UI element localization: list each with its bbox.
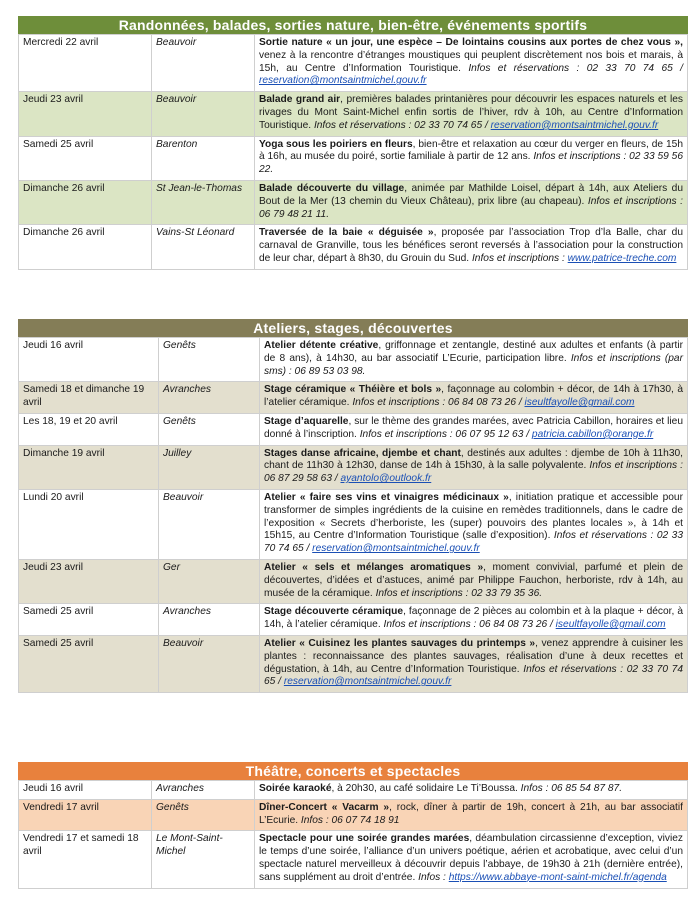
event-description (255, 831, 688, 888)
event-info: Infos : 06 07 74 18 91 (298, 814, 400, 826)
event-info: Infos et inscriptions : 06 84 08 73 26 / (380, 619, 553, 631)
event-date: Jeudi 16 avril (19, 338, 159, 382)
event-place: Genêts (159, 413, 260, 445)
event-text: , animée par Mathilde Loisel, départ à 14h, aux Ateliers du Bout de la Mer (13 chemin du Vieux Château), prix libre (au chapeau). (259, 182, 683, 207)
table-row (19, 489, 688, 559)
event-text: , sur le thème des grandes marées, avec Patricia Cabillon, horaires et lieu donné à l’inscription. (264, 415, 683, 440)
section-header: Randonnées, balades, sorties nature, bien-être, événements sportifs (18, 16, 688, 34)
section-header: Ateliers, stages, découvertes (18, 319, 688, 337)
event-date: Samedi 25 avril (19, 635, 159, 692)
event-info: Infos : (415, 871, 446, 883)
event-description (255, 799, 688, 831)
event-date: Vendredi 17 avril (19, 799, 152, 831)
event-title: Spectacle pour une soirée grandes marées (259, 833, 470, 845)
event-place: Vains-St Léonard (152, 225, 255, 269)
event-link[interactable]: reservation@montsaintmichel.gouv.fr (490, 119, 659, 131)
event-place: Beauvoir (159, 635, 260, 692)
event-date: Samedi 18 et dimanche 19 avril (19, 382, 159, 414)
event-info: Infos et inscriptions : 06 07 95 12 63 / (356, 428, 530, 440)
event-title: Dîner-Concert « Vacarm » (259, 801, 390, 813)
event-description (255, 92, 688, 136)
event-text: , à 20h30, au café solidaire Le Ti’Boussa. (331, 783, 518, 794)
table-row (19, 781, 688, 800)
event-title: Atelier détente créative (264, 340, 379, 351)
event-place: Le Mont-Saint-Michel (152, 831, 255, 888)
event-title: Balade découverte du village (259, 182, 405, 194)
event-description (260, 559, 688, 603)
table-row (19, 338, 688, 382)
section-shows (18, 762, 688, 889)
table-row (19, 831, 688, 888)
events-table (18, 34, 688, 270)
event-description (255, 136, 688, 180)
event-title: Traversée de la baie « déguisée » (259, 227, 434, 239)
event-place: Barenton (152, 136, 255, 180)
table-row (19, 559, 688, 603)
event-title: Atelier « sels et mélanges aromatiques » (264, 561, 484, 573)
event-date: Vendredi 17 et samedi 18 avril (19, 831, 152, 888)
event-date: Dimanche 26 avril (19, 225, 152, 269)
event-text: venez à la rencontre d’étranges moustiques qui peuplent discrètement nos bois et marais, à 15h, au Centre d’Information Touristique. (259, 49, 683, 74)
event-text: , déambulation circassienne d’exception, viviez le temps d’une soirée, l’alliance d’un univers poétique, aérien et acrobatique, avec celui d’un spectacle naturel merveilleux à découvrir depuis l’abbaye, de 19h30 à 21h (dernière entrée), sans supplément au droit d’entrée. (259, 833, 683, 883)
event-description (255, 225, 688, 269)
event-date: Samedi 25 avril (19, 604, 159, 636)
table-row (19, 445, 688, 489)
event-date: Jeudi 23 avril (19, 92, 152, 136)
event-info: Infos : 06 85 54 87 87. (517, 783, 623, 794)
event-link[interactable]: iseultfayolle@gmail.com (555, 619, 666, 631)
event-info: Infos et inscriptions : (469, 252, 565, 264)
table-row (19, 382, 688, 414)
event-link[interactable]: reservation@montsaintmichel.gouv.fr (312, 543, 480, 555)
event-description (260, 604, 688, 636)
table-row (19, 180, 688, 224)
event-text: , premières balades printanières pour découvrir les espaces naturels et les rivages du Mont Saint-Michel enfin sortis de l’hiver, rdv à 10h, au Centre d’Information Touristique. (259, 94, 683, 131)
event-link[interactable]: ayantolo@outlook.fr (340, 473, 432, 485)
event-place: Genêts (159, 338, 260, 382)
events-table (18, 780, 688, 889)
table-row (19, 92, 688, 136)
event-title: Balade grand air (259, 94, 341, 106)
event-link[interactable]: iseultfayolle@gmail.com (524, 397, 635, 409)
event-description (260, 338, 688, 382)
event-description (260, 445, 688, 489)
event-description (260, 413, 688, 445)
event-place: Avranches (159, 604, 260, 636)
event-date: Jeudi 23 avril (19, 559, 159, 603)
event-title: Stage découverte céramique (264, 606, 404, 618)
event-text: , initiation pratique et accessible pour transformer de simples ingrédients de la cuisine en remèdes traditionnels, dans le cadre de l’exposition « Secrets d’herboriste, les (super) pouvoirs des plantes locales », à 14h et 15h15, au Centre d’Information Touristique (salle d’exposition). (264, 491, 683, 542)
event-title: Stage d’aquarelle (264, 415, 349, 427)
event-description (260, 382, 688, 414)
table-row (19, 35, 688, 92)
event-description (255, 180, 688, 224)
event-place: St Jean-le-Thomas (152, 180, 255, 224)
event-date: Samedi 25 avril (19, 136, 152, 180)
event-text: , destinés aux adultes : djembe de 10h à 11h30, chant de 11h30 à 12h30, danse de 14h à 15h30, à la salle polyvalente. (264, 447, 683, 472)
event-info: Infos et inscriptions : 06 79 48 21 11. (259, 195, 683, 220)
event-text: , façonnage au colombin + décor, de 14h à 17h30, à l’atelier céramique. (264, 384, 683, 409)
section-workshops (18, 319, 688, 693)
event-title: Sortie nature « un jour, une espèce – De lointains cousins aux portes de chez vous », (259, 37, 683, 48)
event-description (260, 635, 688, 692)
event-place: Ger (159, 559, 260, 603)
event-title: Soirée karaoké (259, 783, 332, 794)
section-nature (18, 16, 688, 270)
event-info: Infos et inscriptions : 06 84 08 73 26 / (349, 397, 522, 409)
event-title: Yoga sous les poiriers en fleurs (259, 138, 413, 150)
event-title: Atelier « faire ses vins et vinaigres médicinaux » (264, 491, 509, 503)
event-date: Lundi 20 avril (19, 489, 159, 559)
event-info: Infos et réservations : 02 33 70 74 65 / (264, 663, 683, 688)
event-text: , griffonnage et zentangle, destiné aux adultes et enfants (à partir de 8 ans), à 14h30, au bar associatif L’Ecurie, participation libre. (264, 340, 683, 364)
table-row (19, 136, 688, 180)
event-place: Avranches (159, 382, 260, 414)
event-date: Les 18, 19 et 20 avril (19, 413, 159, 445)
event-link[interactable]: reservation@montsaintmichel.gouv.fr (259, 75, 427, 87)
event-place: Avranches (152, 781, 255, 800)
event-info: Infos et inscriptions : 02 33 59 56 22. (259, 151, 683, 176)
event-link[interactable]: reservation@montsaintmichel.gouv.fr (283, 676, 452, 688)
event-place: Beauvoir (159, 489, 260, 559)
event-info: Infos et réservations : 02 33 70 74 65 / (311, 119, 488, 131)
event-link[interactable]: www.patrice-treche.com (567, 252, 677, 264)
event-date: Dimanche 26 avril (19, 180, 152, 224)
event-link[interactable]: patricia.cabillon@orange.fr (531, 428, 654, 440)
event-text: , moment convivial, parfumé et plein de découvertes, d’idées et d’astuces, animé par Philippe Fauchon, herboriste, rdv à 14h, au musée de la céramique. (264, 561, 683, 599)
event-date: Dimanche 19 avril (19, 445, 159, 489)
event-description (255, 781, 688, 800)
event-place: Genêts (152, 799, 255, 831)
event-text: , venez apprendre à cuisiner les plantes : reconnaissance des plantes sauvages, réalisation d’une à deux recettes et dégustation, à 14h, au Centre d’Information Touristique. (264, 637, 683, 675)
table-row (19, 799, 688, 831)
event-text: , proposée par l’association Trop d’la Balle, char du carnaval de Granville, tous les bénéfices seront reversés à l’association pour la construction de leur char, départ à 8h30, du Grouin du Sud. (259, 227, 683, 264)
event-text: , bien-être et relaxation au cœur du verger en fleurs, de 15h à 16h, au musée du poiré, sortie familiale à partir de 12 ans. (259, 138, 683, 163)
event-date: Mercredi 22 avril (19, 35, 152, 92)
table-row (19, 225, 688, 269)
event-description (255, 35, 688, 92)
event-info: Infos et inscriptions : 02 33 79 35 36. (372, 587, 543, 599)
event-text: , rock, dîner à partir de 19h, concert à 21h, au bar associatif L’Ecurie. (259, 801, 683, 826)
event-place: Juilley (159, 445, 260, 489)
event-link[interactable]: https://www.abbaye-mont-saint-michel.fr/agenda (448, 871, 667, 883)
event-title: Stages danse africaine, djembe et chant (264, 447, 461, 459)
event-date: Jeudi 16 avril (19, 781, 152, 800)
event-info: Infos et réservations : 02 33 70 74 65 / (264, 530, 683, 555)
events-table (18, 337, 688, 693)
table-row (19, 635, 688, 692)
event-place: Beauvoir (152, 35, 255, 92)
table-row (19, 604, 688, 636)
event-info: Infos et inscriptions (par sms) : 06 89 53 03 98. (264, 352, 683, 377)
table-row (19, 413, 688, 445)
event-text: , façonnage de 2 pièces au colombin et à la plaque + décor, à 14h, à l’atelier céramique. (264, 606, 683, 631)
event-description (260, 489, 688, 559)
event-place: Beauvoir (152, 92, 255, 136)
event-info: Infos et inscriptions : 06 87 29 58 63 / (264, 460, 683, 485)
section-header: Théâtre, concerts et spectacles (18, 762, 688, 780)
event-title: Stage céramique « Théière et bols » (264, 384, 442, 396)
event-info: Infos et réservations : 02 33 70 74 65 / (460, 62, 683, 74)
event-title: Atelier « Cuisinez les plantes sauvages du printemps » (264, 637, 536, 649)
